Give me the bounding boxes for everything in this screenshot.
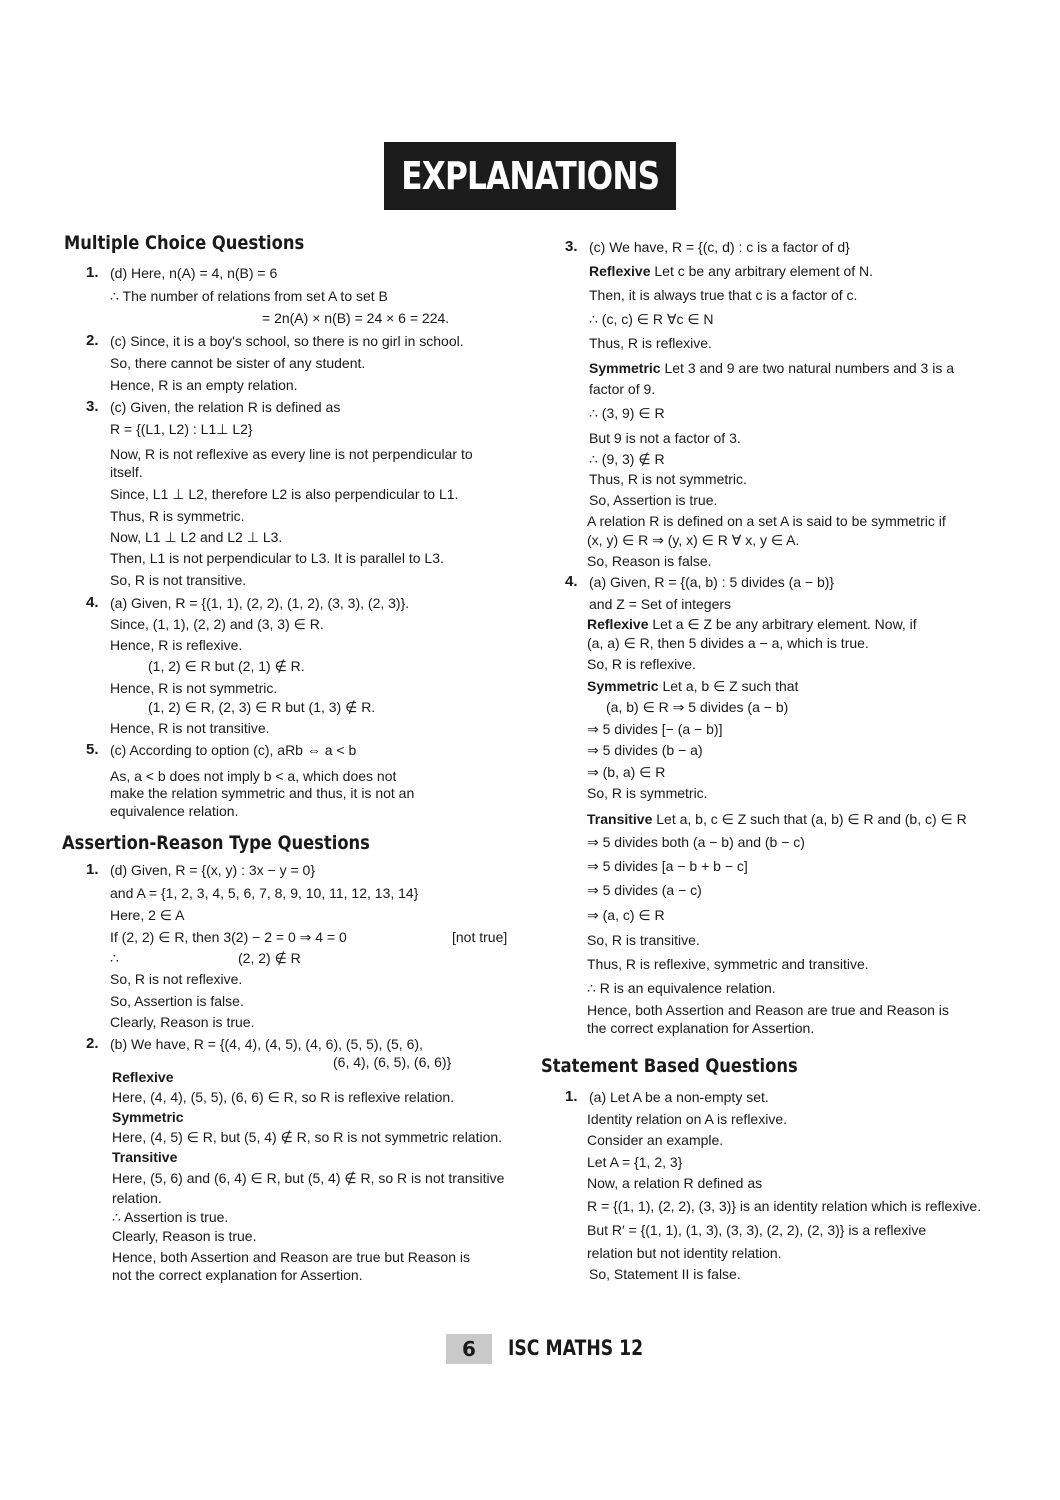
text-line bbox=[587, 677, 798, 695]
line-text: relation. bbox=[112, 1190, 162, 1206]
text-line bbox=[589, 470, 747, 488]
line-text: and Z = Set of integers bbox=[589, 596, 732, 612]
line-text: itself. bbox=[110, 464, 143, 480]
line-text: If (2, 2) ∈ R, then 3(2) − 2 = 0 ⇒ 4 = 0 bbox=[110, 929, 347, 945]
line-text: the correct explanation for Assertion. bbox=[587, 1020, 815, 1036]
text-line bbox=[148, 657, 305, 675]
text-line bbox=[587, 979, 776, 997]
line-text: Hence, R is not symmetric. bbox=[110, 680, 278, 696]
text-line bbox=[112, 1208, 228, 1226]
line-text: R = {(L1, L2) : L1⊥ L2} bbox=[110, 421, 253, 437]
line-text: ∴ bbox=[110, 950, 119, 966]
line-text: relation but not identity relation. bbox=[587, 1245, 782, 1261]
line-text: ∴ The number of relations from set A to set B bbox=[110, 288, 388, 304]
line-text: = 2n(A) × n(B) = 24 × 6 = 224. bbox=[262, 310, 450, 326]
line-text: Here, 2 ∈ A bbox=[110, 907, 185, 923]
line-text: ∴ (9, 3) ∉ R bbox=[589, 451, 665, 467]
line-text: (a) Let A be a non-empty set. bbox=[589, 1089, 769, 1105]
text-line bbox=[110, 928, 347, 946]
text-line bbox=[589, 334, 712, 352]
text-line bbox=[110, 802, 238, 820]
line-text: So, R is reflexive. bbox=[587, 656, 696, 672]
text-line bbox=[587, 1001, 949, 1019]
text-line bbox=[148, 698, 375, 716]
text-line bbox=[110, 970, 242, 988]
text-line bbox=[110, 679, 277, 697]
line-text: (a, a) ∈ R, then 5 divides a − a, which is true. bbox=[587, 635, 869, 651]
text-line bbox=[587, 763, 665, 781]
line-text: ∴ Assertion is true. bbox=[112, 1209, 229, 1225]
text-line bbox=[452, 928, 507, 946]
text-line bbox=[587, 881, 702, 899]
line-text: factor of 9. bbox=[589, 381, 656, 397]
line-text: make the relation symmetric and thus, it is not an bbox=[110, 785, 415, 801]
text-line bbox=[110, 1035, 423, 1053]
text-line bbox=[110, 528, 282, 546]
text-line bbox=[110, 906, 184, 924]
text-line bbox=[112, 1189, 162, 1207]
line-text: (x, y) ∈ R ⇒ (y, x) ∈ R ∀ x, y ∈ A. bbox=[587, 532, 800, 548]
question-number: 1. bbox=[86, 264, 99, 281]
line-text: [not true] bbox=[452, 929, 508, 945]
text-line bbox=[589, 380, 655, 398]
text-line bbox=[587, 552, 712, 570]
text-line bbox=[110, 992, 244, 1010]
text-line bbox=[589, 595, 731, 613]
line-text: (a) Given, R = {(a, b) : 5 divides (a − b)} bbox=[589, 574, 835, 590]
text-line bbox=[333, 1053, 451, 1071]
line-text: ⇒ (a, c) ∈ R bbox=[587, 907, 665, 923]
text-line bbox=[110, 884, 418, 902]
property-label: Transitive bbox=[587, 811, 657, 827]
text-line bbox=[110, 741, 356, 759]
line-text: Here, (4, 5) ∈ R, but (5, 4) ∉ R, so R is not symmetric relation. bbox=[112, 1129, 503, 1145]
line-text: ⇒ 5 divides both (a − b) and (b − c) bbox=[587, 834, 805, 850]
text-line bbox=[110, 507, 245, 525]
text-line bbox=[110, 636, 242, 654]
line-text: So, Reason is false. bbox=[587, 553, 712, 569]
text-line bbox=[112, 1128, 502, 1146]
text-line bbox=[589, 238, 850, 256]
line-text: Here, (5, 6) and (6, 4) ∈ R, but (5, 4) ∉ R, so R is not transitive bbox=[112, 1170, 505, 1186]
text-line bbox=[110, 332, 464, 350]
question-number: 2. bbox=[86, 332, 99, 349]
text-line bbox=[589, 262, 873, 280]
text-line bbox=[110, 615, 324, 633]
line-text: (d) Given, R = {(x, y) : 3x − y = 0} bbox=[110, 862, 316, 878]
text-line bbox=[110, 949, 119, 967]
line-text: So, R is not reflexive. bbox=[110, 971, 243, 987]
text-line bbox=[110, 1013, 254, 1031]
banner-title: EXPLANATIONS bbox=[401, 154, 659, 198]
text-line bbox=[110, 549, 444, 567]
text-line bbox=[110, 376, 298, 394]
line-text: (6, 4), (6, 5), (6, 6)} bbox=[333, 1054, 452, 1070]
line-text: Let a, b ∈ Z such that bbox=[662, 678, 799, 694]
text-line bbox=[110, 420, 253, 438]
line-text: ∴ (c, c) ∈ R ∀c ∈ N bbox=[589, 311, 714, 327]
line-text: Hence, both Assertion and Reason are true but Reason is bbox=[112, 1249, 470, 1265]
text-line bbox=[587, 531, 799, 549]
line-text: Now, L1 ⊥ L2 and L2 ⊥ L3. bbox=[110, 529, 283, 545]
text-line bbox=[262, 309, 449, 327]
line-text: ⇒ 5 divides (b − a) bbox=[587, 742, 703, 758]
text-line bbox=[112, 1148, 177, 1166]
text-line bbox=[589, 310, 714, 328]
property-label: Symmetric bbox=[589, 360, 665, 376]
text-line bbox=[587, 512, 946, 530]
question-number: 4. bbox=[565, 573, 578, 590]
text-line bbox=[587, 634, 869, 652]
text-line bbox=[587, 1110, 787, 1128]
line-text: But 9 is not a factor of 3. bbox=[589, 430, 741, 446]
text-line bbox=[110, 784, 414, 802]
line-text: Transitive bbox=[112, 1149, 178, 1165]
question-number: 4. bbox=[86, 594, 99, 611]
line-text: Hence, both Assertion and Reason are true and Reason is bbox=[587, 1002, 949, 1018]
text-line bbox=[112, 1108, 184, 1126]
text-line bbox=[587, 655, 696, 673]
text-line bbox=[110, 445, 473, 463]
line-text: (d) Here, n(A) = 4, n(B) = 6 bbox=[110, 265, 278, 281]
text-line bbox=[587, 1174, 762, 1192]
text-line bbox=[587, 1153, 682, 1171]
line-text: ⇒ 5 divides [a − b + b − c] bbox=[587, 858, 748, 874]
text-line bbox=[110, 571, 246, 589]
line-text: (b) We have, R = {(4, 4), (4, 5), (4, 6), (5, 5), (5, 6), bbox=[110, 1036, 423, 1052]
text-line bbox=[112, 1169, 504, 1187]
property-label: Reflexive bbox=[587, 616, 653, 632]
line-text: Let c be any arbitrary element of N. bbox=[654, 263, 874, 279]
line-text: ∴ (3, 9) ∈ R bbox=[589, 405, 665, 421]
line-text: Hence, R is an empty relation. bbox=[110, 377, 298, 393]
question-number: 1. bbox=[565, 1088, 578, 1105]
text-line bbox=[587, 784, 708, 802]
text-line bbox=[589, 450, 665, 468]
text-line bbox=[587, 741, 703, 759]
page-number: 6 bbox=[446, 1334, 492, 1364]
line-text: So, R is not transitive. bbox=[110, 572, 247, 588]
text-line bbox=[589, 404, 665, 422]
text-line bbox=[606, 698, 788, 716]
section-heading-sb: Statement Based Questions bbox=[541, 1055, 798, 1077]
text-line bbox=[589, 429, 741, 447]
line-text: Let a ∈ Z be any arbitrary element. Now, if bbox=[652, 616, 917, 632]
line-text: Now, R is not reflexive as every line is not perpendicular to bbox=[110, 446, 473, 462]
line-text: So, R is symmetric. bbox=[587, 785, 708, 801]
line-text: (2, 2) ∉ R bbox=[238, 950, 301, 966]
text-line bbox=[110, 594, 409, 612]
line-text: Hence, R is not transitive. bbox=[110, 720, 270, 736]
text-line bbox=[110, 354, 365, 372]
text-line bbox=[589, 359, 954, 377]
line-text: R = {(1, 1), (2, 2), (3, 3)} is an identity relation which is reflexive. bbox=[587, 1198, 982, 1214]
question-number: 5. bbox=[86, 741, 99, 758]
line-text: Identity relation on A is reflexive. bbox=[587, 1111, 787, 1127]
text-line bbox=[587, 1131, 723, 1149]
text-line bbox=[110, 767, 396, 785]
line-text: Consider an example. bbox=[587, 1132, 724, 1148]
text-line bbox=[589, 286, 857, 304]
section-heading-mcq: Multiple Choice Questions bbox=[64, 232, 305, 254]
line-text: But R′ = {(1, 1), (1, 3), (3, 3), (2, 2), (2, 3)} is a reflexive bbox=[587, 1222, 927, 1238]
text-line bbox=[110, 398, 340, 416]
text-line bbox=[587, 931, 700, 949]
line-text: Let a, b, c ∈ Z such that (a, b) ∈ R and (b, c) ∈ R bbox=[656, 811, 967, 827]
text-line bbox=[587, 1221, 926, 1239]
line-text: (a) Given, R = {(1, 1), (2, 2), (1, 2), (3, 3), (2, 3)}. bbox=[110, 595, 410, 611]
question-number: 1. bbox=[86, 861, 99, 878]
text-line bbox=[589, 1088, 769, 1106]
text-line bbox=[112, 1068, 173, 1086]
text-line bbox=[112, 1088, 454, 1106]
text-line bbox=[587, 1197, 981, 1215]
text-line bbox=[589, 491, 717, 509]
text-line bbox=[110, 287, 388, 305]
line-text: and A = {1, 2, 3, 4, 5, 6, 7, 8, 9, 10, 11, 12, 13, 14} bbox=[110, 885, 419, 901]
text-line bbox=[112, 1227, 256, 1245]
question-number: 3. bbox=[565, 238, 578, 255]
line-text: A relation R is defined on a set A is said to be symmetric if bbox=[587, 513, 946, 529]
line-text: Symmetric bbox=[112, 1109, 184, 1125]
text-line bbox=[587, 615, 917, 633]
line-text: Then, it is always true that c is a factor of c. bbox=[589, 287, 858, 303]
line-text: Since, (1, 1), (2, 2) and (3, 3) ∈ R. bbox=[110, 616, 324, 632]
text-line bbox=[587, 1244, 782, 1262]
text-line bbox=[587, 720, 722, 738]
line-text: Let 3 and 9 are two natural numbers and 3 is a bbox=[664, 360, 954, 376]
text-line bbox=[238, 949, 301, 967]
line-text: So, Statement II is false. bbox=[589, 1266, 741, 1282]
text-line bbox=[110, 861, 315, 879]
book-title: ISC MATHS 12 bbox=[508, 1336, 644, 1360]
property-label: Reflexive bbox=[589, 263, 655, 279]
line-text: Now, a relation R defined as bbox=[587, 1175, 763, 1191]
page-banner bbox=[384, 142, 676, 210]
text-line bbox=[587, 857, 748, 875]
line-text: As, a < b does not imply b < a, which does not bbox=[110, 768, 397, 784]
text-line bbox=[110, 485, 458, 503]
line-text: (c) We have, R = {(c, d) : c is a factor of d} bbox=[589, 239, 850, 255]
text-line bbox=[587, 810, 967, 828]
line-text: Thus, R is not symmetric. bbox=[589, 471, 747, 487]
question-number: 2. bbox=[86, 1035, 99, 1052]
line-text: ∴ R is an equivalence relation. bbox=[587, 980, 776, 996]
text-line bbox=[589, 1265, 741, 1283]
text-line bbox=[587, 833, 805, 851]
line-text: Thus, R is symmetric. bbox=[110, 508, 245, 524]
line-text: (c) Since, it is a boy's school, so there is no girl in school. bbox=[110, 333, 464, 349]
line-text: Let A = {1, 2, 3} bbox=[587, 1154, 683, 1170]
text-line bbox=[110, 719, 270, 737]
text-line bbox=[587, 906, 665, 924]
text-line bbox=[587, 1019, 814, 1037]
line-text: So, R is transitive. bbox=[587, 932, 700, 948]
line-text: (1, 2) ∈ R but (2, 1) ∉ R. bbox=[148, 658, 305, 674]
line-text: Clearly, Reason is true. bbox=[112, 1228, 257, 1244]
line-text: (a, b) ∈ R ⇒ 5 divides (a − b) bbox=[606, 699, 789, 715]
line-text: ⇒ 5 divides [− (a − b)] bbox=[587, 721, 723, 737]
line-text: Thus, R is reflexive, symmetric and transitive. bbox=[587, 956, 869, 972]
line-text: So, Assertion is true. bbox=[589, 492, 718, 508]
line-text: Then, L1 is not perpendicular to L3. It is parallel to L3. bbox=[110, 550, 444, 566]
line-text: ⇒ 5 divides (a − c) bbox=[587, 882, 702, 898]
line-text: Clearly, Reason is true. bbox=[110, 1014, 255, 1030]
text-line bbox=[112, 1248, 470, 1266]
line-text: (c) According to option (c), aRb ⇔ a < b bbox=[110, 742, 357, 758]
line-text: (c) Given, the relation R is defined as bbox=[110, 399, 341, 415]
question-number: 3. bbox=[86, 398, 99, 415]
line-text: ⇒ (b, a) ∈ R bbox=[587, 764, 666, 780]
line-text: not the correct explanation for Assertion. bbox=[112, 1267, 363, 1283]
line-text: (1, 2) ∈ R, (2, 3) ∈ R but (1, 3) ∉ R. bbox=[148, 699, 376, 715]
line-text: So, Assertion is false. bbox=[110, 993, 244, 1009]
text-line bbox=[110, 463, 143, 481]
text-line bbox=[110, 264, 277, 282]
line-text: Here, (4, 4), (5, 5), (6, 6) ∈ R, so R is reflexive relation. bbox=[112, 1089, 455, 1105]
line-text: Since, L1 ⊥ L2, therefore L2 is also perpendicular to L1. bbox=[110, 486, 459, 502]
line-text: Thus, R is reflexive. bbox=[589, 335, 712, 351]
text-line bbox=[589, 573, 834, 591]
line-text: So, there cannot be sister of any student. bbox=[110, 355, 366, 371]
property-label: Symmetric bbox=[587, 678, 663, 694]
text-line bbox=[112, 1266, 363, 1284]
line-text: Hence, R is reflexive. bbox=[110, 637, 243, 653]
line-text: Reflexive bbox=[112, 1069, 174, 1085]
section-heading-ar: Assertion-Reason Type Questions bbox=[62, 832, 370, 854]
line-text: equivalence relation. bbox=[110, 803, 239, 819]
text-line bbox=[587, 955, 869, 973]
